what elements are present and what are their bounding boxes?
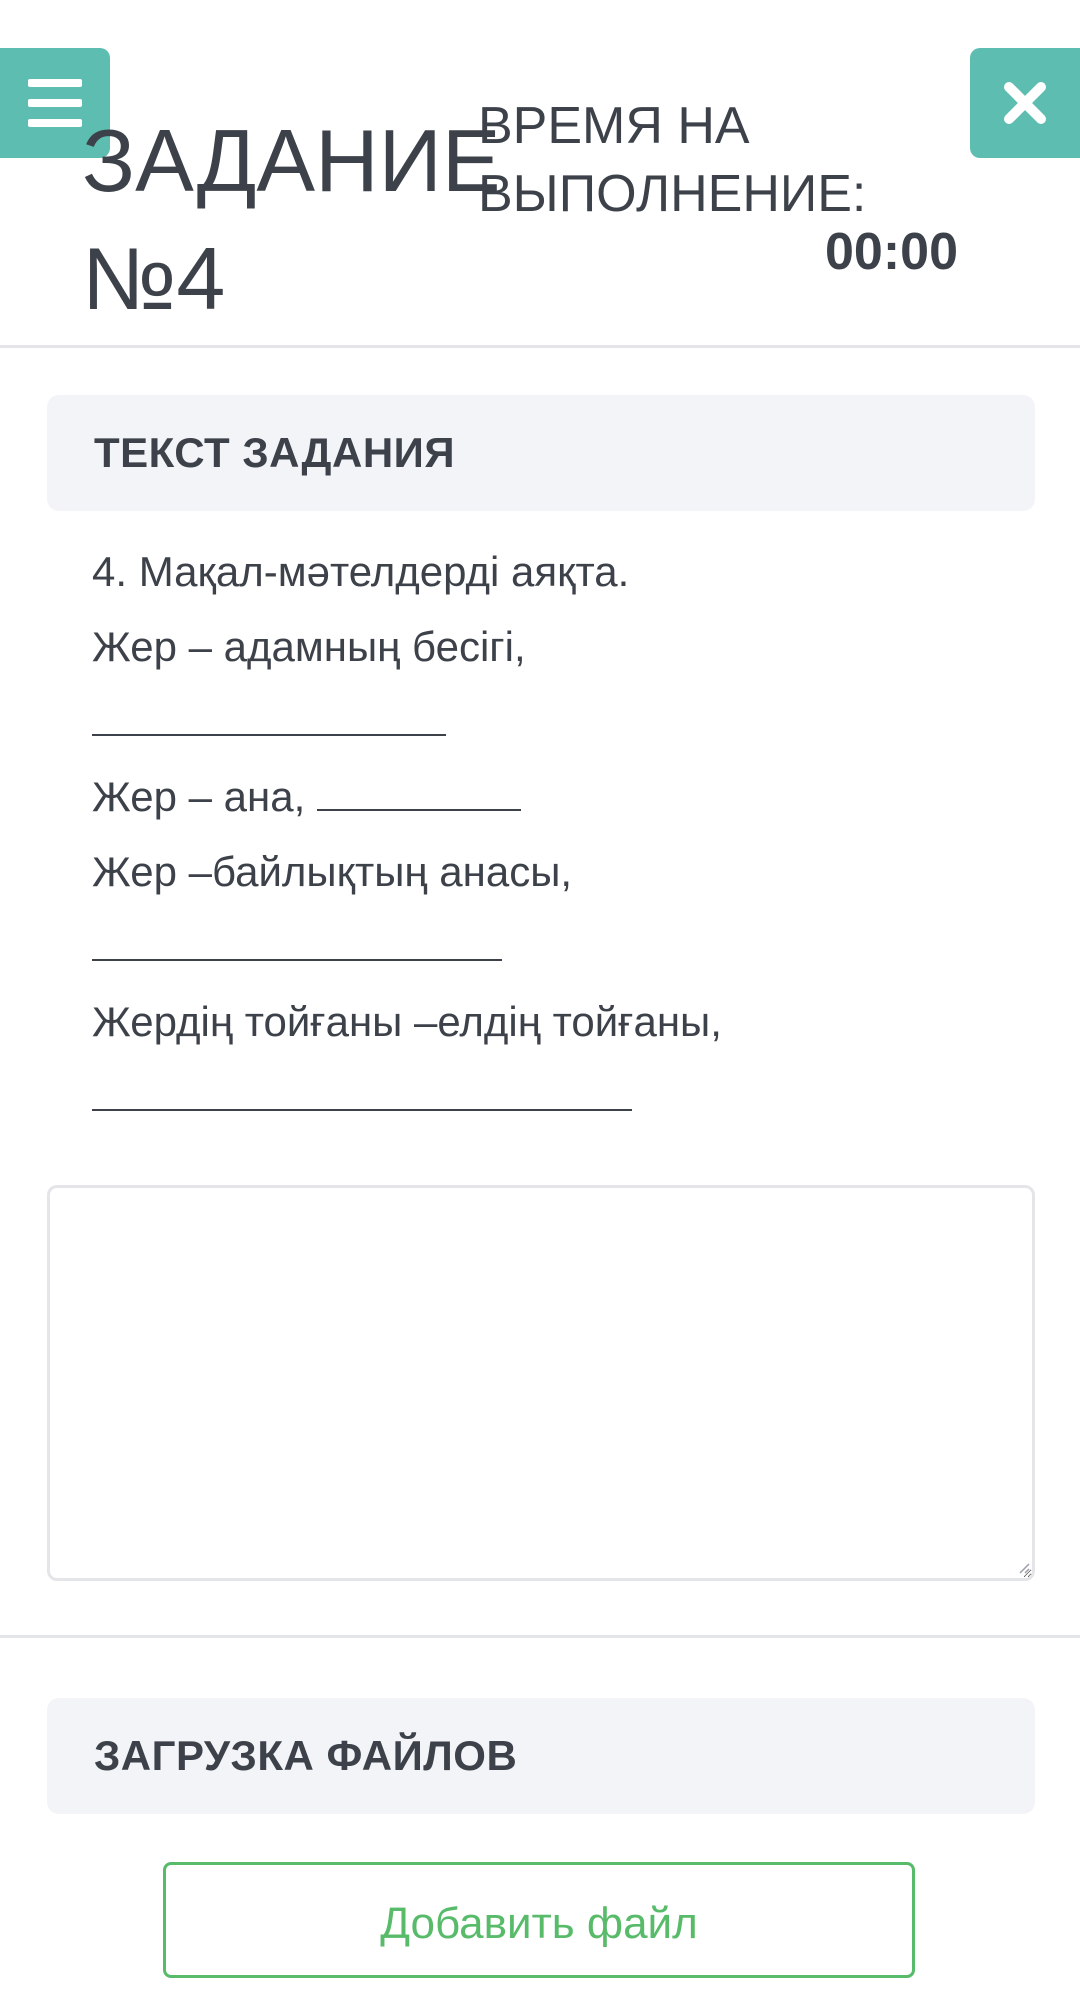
task-title-word: ЗАДАНИЕ	[82, 111, 501, 210]
task-line-3	[92, 773, 521, 821]
task-line-1: 4. Мақал-мәтелдерді аяқта.	[92, 548, 630, 595]
task-blank-inline	[317, 773, 521, 811]
resize-handle-icon[interactable]	[1018, 1562, 1030, 1574]
time-limit-label-line2: ВЫПОЛНЕНИЕ:	[478, 165, 867, 223]
file-upload-section-header	[47, 1698, 1035, 1814]
time-limit-label	[478, 92, 866, 228]
task-blank-line-3	[92, 1073, 632, 1121]
answer-textarea[interactable]	[47, 1185, 1035, 1581]
task-text-section-header	[47, 395, 1035, 511]
close-x-icon	[1003, 81, 1047, 125]
task-line-5: Жердің тойғаны –елдің тойғаны,	[92, 998, 722, 1045]
task-blank-line-1	[92, 698, 446, 746]
task-line-4: Жер –байлықтың анасы,	[92, 848, 573, 895]
timer-value: 00:00	[825, 223, 958, 281]
task-blank-line-2	[92, 923, 502, 971]
section-divider	[0, 1635, 1080, 1638]
task-line-3-text: Жер – ана,	[92, 773, 317, 820]
add-file-button[interactable]: Добавить файл	[163, 1862, 915, 1978]
task-text-heading: ТЕКСТ ЗАДАНИЯ	[94, 429, 456, 476]
file-upload-heading: ЗАГРУЗКА ФАЙЛОВ	[94, 1732, 518, 1779]
task-header	[0, 0, 1080, 348]
time-limit-label-line1: ВРЕМЯ НА	[478, 97, 750, 155]
task-number: №4	[82, 229, 226, 328]
task-title	[82, 102, 501, 338]
task-line-2: Жер – адамның бесігі,	[92, 623, 526, 670]
close-button[interactable]	[970, 48, 1080, 158]
